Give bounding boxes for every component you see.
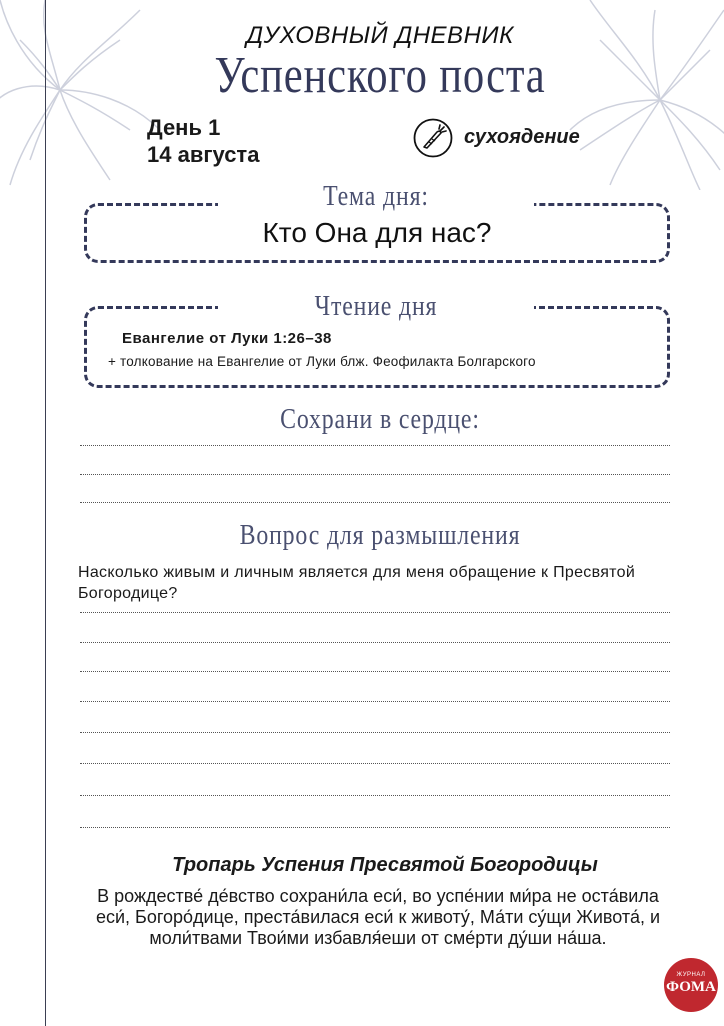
topic-heading: Тема дня: (323, 181, 429, 212)
writing-line (80, 474, 670, 475)
foma-logo (664, 958, 718, 1012)
writing-line (80, 671, 670, 672)
fasting-type-label: сухоядение (464, 126, 580, 148)
writing-line (80, 642, 670, 643)
day-number: День 1 (147, 115, 221, 140)
troparion-text: В рождестве́ де́вство сохрани́ла еси́, во успе́нии ми́ра не оста́вила еси́, Богоро́дице, преста́вилася еси́ к животу́, Ма́ти су́щи Живота́, и моли́твами Твои́ми избавля́еши от сме́рти ду́ши на́ша. (95, 886, 661, 948)
day-block (147, 114, 259, 168)
day-date: 14 августа (147, 142, 260, 167)
carrot-icon (413, 118, 453, 158)
margin-line (45, 0, 46, 1026)
writing-line (80, 701, 670, 702)
topic-text: Кто Она для нас? (262, 217, 492, 248)
reflection-heading: Вопрос для размышления (239, 520, 521, 551)
header-top-line: ДУХОВНЫЙ ДНЕВНИК (246, 22, 514, 49)
reading-heading: Чтение дня (314, 291, 438, 322)
writing-line (80, 445, 670, 446)
writing-line (80, 502, 670, 503)
page-title: Успенского поста (214, 47, 546, 104)
writing-line (80, 827, 670, 828)
reading-commentary: + толкование на Евангелие от Луки блж. Феофилакта Болгарского (108, 354, 536, 369)
reading-main: Евангелие от Луки 1:26–38 (122, 330, 332, 347)
writing-line (80, 732, 670, 733)
reflection-question: Насколько живым и личным является для меня обращение к Пресвятой Богородице? (78, 564, 636, 602)
writing-line (80, 612, 670, 613)
keep-in-heart-heading: Сохрани в сердце: (280, 404, 480, 435)
logo-big-text: ФОМА (666, 979, 716, 995)
writing-line (80, 795, 670, 796)
logo-small-text: ЖУРНАЛ (676, 972, 706, 978)
writing-line (80, 763, 670, 764)
troparion-title: Тропарь Успения Пресвятой Богородицы (172, 854, 598, 876)
